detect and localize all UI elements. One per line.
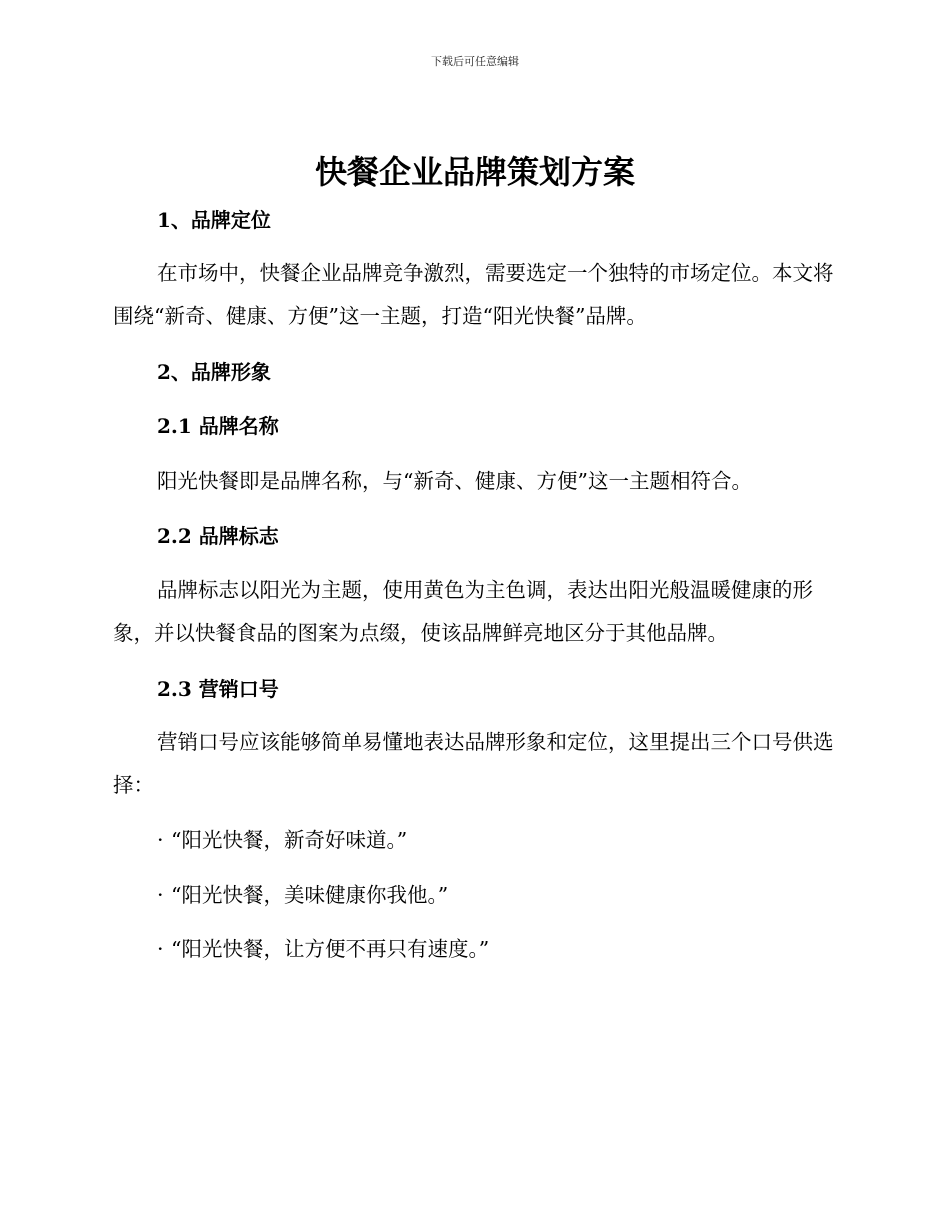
bullet-marker: · (157, 828, 164, 852)
header-note: 下载后可任意编辑 (431, 55, 519, 68)
slogan-text: “阳光快餐，新奇好味道。” (171, 828, 408, 852)
bullet-marker: · (157, 937, 164, 961)
paragraph-positioning: 在市场中，快餐企业品牌竞争激烈，需要选定一个独特的市场定位。本文将围绕“新奇、健康、方便”这一主题，打造“阳光快餐”品牌。 (113, 261, 834, 328)
section-heading-positioning: 1、品牌定位 (157, 208, 271, 232)
list-item (157, 936, 489, 962)
list-item (157, 827, 407, 853)
slogan-text: “阳光快餐，美味健康你我他。” (171, 883, 449, 907)
subsection-heading-logo: 2.2 品牌标志 (157, 524, 279, 548)
list-item (157, 882, 448, 908)
section-heading-image: 2、品牌形象 (157, 360, 271, 384)
slogan-text: “阳光快餐，让方便不再只有速度。” (171, 937, 490, 961)
paragraph-slogan: 营销口号应该能够简单易懂地表达品牌形象和定位，这里提出三个口号供选择： (113, 730, 834, 797)
paragraph-brand-logo: 品牌标志以阳光为主题，使用黄色为主色调，表达出阳光般温暖健康的形象，并以快餐食品的图案为点缀，使该品牌鲜亮地区分于其他品牌。 (113, 578, 813, 645)
subsection-heading-slogan: 2.3 营销口号 (157, 677, 279, 701)
document-title: 快餐企业品牌策划方案 (314, 153, 635, 191)
bullet-marker: · (157, 883, 164, 907)
subsection-heading-name: 2.1 品牌名称 (157, 414, 279, 438)
paragraph-brand-name: 阳光快餐即是品牌名称，与“新奇、健康、方便”这一主题相符合。 (157, 469, 752, 493)
